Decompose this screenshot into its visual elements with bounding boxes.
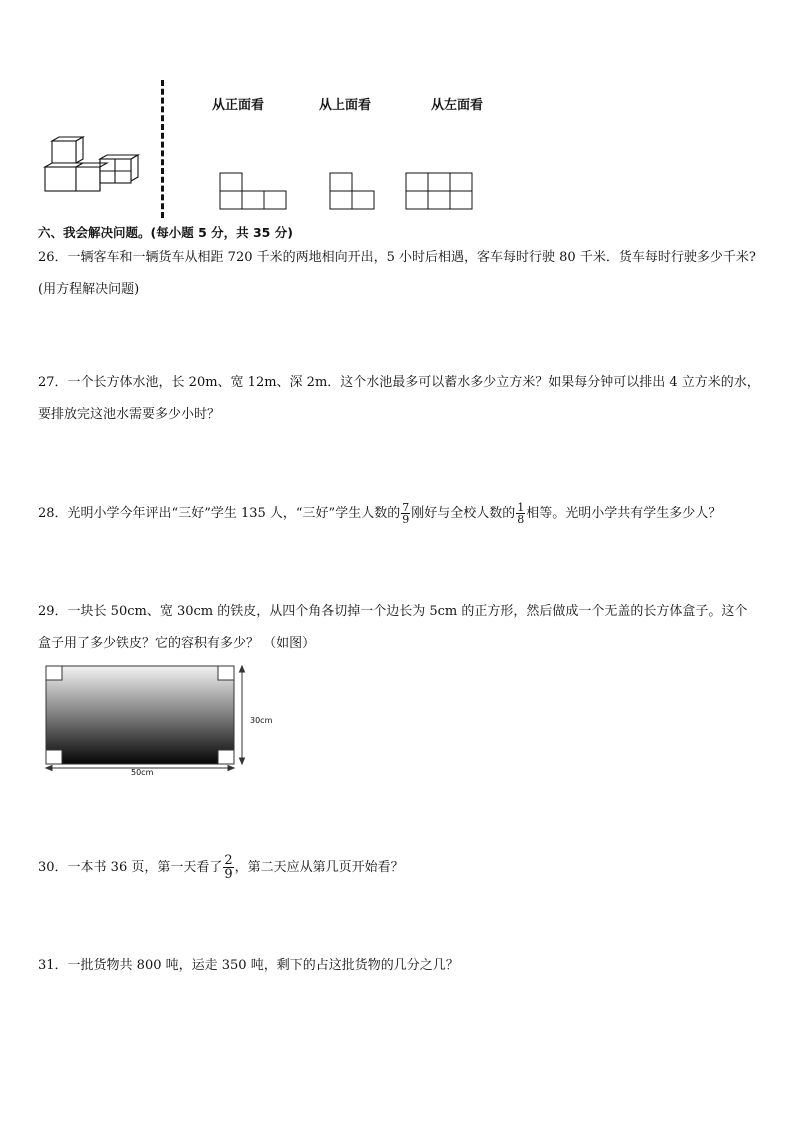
fraction-2-9: $\frac{2}{9}$ — [224, 853, 233, 882]
question-30 — [38, 852, 760, 884]
fraction-7-9: $\frac{7}{9}$ — [402, 501, 410, 526]
fraction-1-8: $\frac{1}{8}$ — [517, 501, 525, 526]
cube-stack-figure — [40, 135, 145, 197]
q28-part1: 28．光明小学今年评出“三好”学生 135 人，“三好”学生人数的 — [38, 506, 401, 521]
height-dimension-label: 30cm — [250, 716, 273, 725]
metal-sheet — [46, 666, 234, 764]
question-26: 26．一辆客车和一辆货车从相距 720 千米的两地相向开出，5 小时后相遇，客车每时行驶 80 千米．货车每时行驶多少千米?(用方程解决问题) — [38, 250, 756, 297]
front-view-label: 从正面看 — [212, 98, 265, 113]
question-28 — [38, 498, 760, 530]
top-view-diagram — [329, 172, 377, 212]
q30-part1: 30．一本书 36 页，第一天看了 — [38, 860, 223, 875]
question-29: 29．一块长 50cm、宽 30cm 的铁皮，从四个角各切掉一个边长为 5cm 的正方形，然后做成一个无盖的长方体盒子。这个盒子用了多少铁皮？它的容积有多少？ （如图） — [38, 604, 748, 651]
q28-part2: 刚好与全校人数的 — [411, 506, 516, 521]
dashed-separator — [161, 80, 164, 218]
left-view-label: 从左面看 — [431, 98, 484, 113]
top-view-label: 从上面看 — [319, 98, 372, 113]
corner-square-top-left — [46, 666, 62, 680]
left-view-diagram — [405, 172, 475, 212]
question-31: 31．一批货物共 800 吨，运走 350 吨，剩下的占这批货物的几分之几？ — [38, 958, 459, 973]
corner-square-bottom-left — [46, 750, 62, 764]
q30-part2: ，第二天应从第几页开始看？ — [234, 860, 404, 875]
question-27: 27．一个长方体水池，长 20m、宽 12m、深 2m．这个水池最多可以蓄水多少立方米？如果每分钟可以排出 4 立方米的水，要排放完这池水需要多少小时？ — [38, 375, 760, 422]
width-dimension-label: 50cm — [131, 768, 154, 777]
section-heading: 六、我会解决问题。(每小题 5 分，共 35 分) — [38, 225, 293, 240]
front-view-diagram — [219, 172, 289, 212]
corner-square-bottom-right — [218, 750, 234, 764]
corner-square-top-right — [218, 666, 234, 680]
q28-part3: 相等。光明小学共有学生多少人？ — [526, 506, 722, 521]
